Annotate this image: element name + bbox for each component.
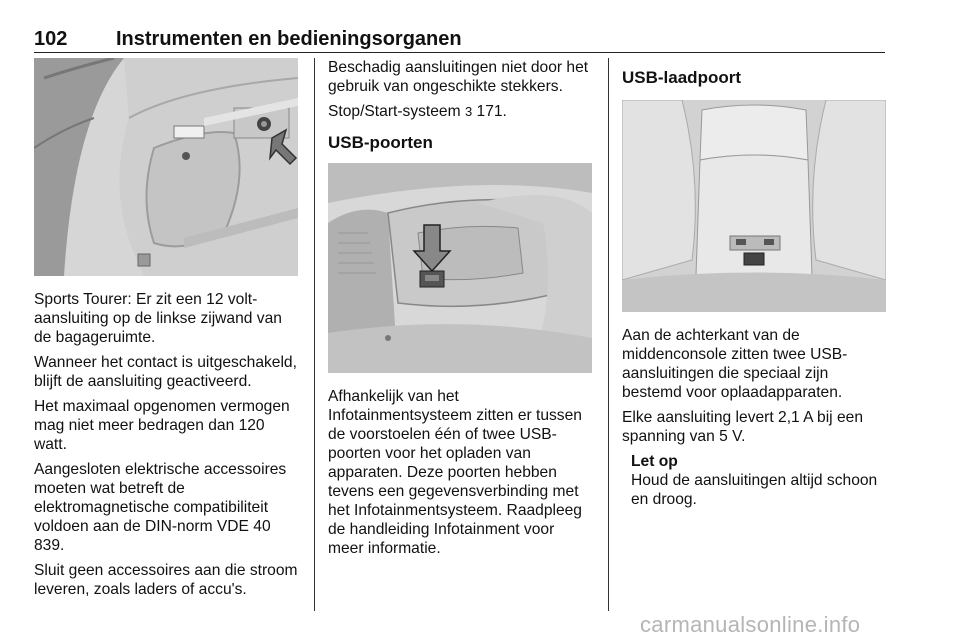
usb-ports-console-illustration — [328, 163, 592, 373]
rear-usb-charging-illustration — [622, 100, 886, 312]
note-box — [631, 452, 888, 509]
paragraph-output: Elke aansluiting levert 2,1 A bij een spanning van 5 V. — [622, 409, 863, 445]
xref-arrow-icon: 3 — [464, 104, 473, 119]
paragraph-usb-ports: Afhankelijk van het Infotainmentsysteem zitten er tussen de voorstoelen één of twee USB-poorten voor het opladen van apparaten. Deze poorten hebben tevens een gegevensverbinding met het Infotainmentsysteem. Raadpleeg de handleiding Infotainment voor meer informatie. — [328, 388, 582, 557]
watermark: carmanualsonline.info — [640, 612, 861, 637]
note-title: Let op — [631, 453, 678, 470]
cross-reference — [328, 102, 594, 121]
paragraph-no-chargers: Sluit geen accessoires aan die stroom leveren, zoals laders of accu's. — [34, 562, 298, 598]
page-number: 102 — [34, 28, 68, 50]
column-divider-left — [314, 58, 315, 611]
column-right — [622, 58, 888, 509]
paragraph-damage-warning: Beschadig aansluitingen niet door het gebruik van ongeschikte stekkers. — [328, 59, 589, 95]
xref-page: 171. — [476, 103, 507, 120]
paragraph-emc: Aangesloten elektrische accessoires moeten wat betreft de elektromagnetische compatibiliteit voldoen aan de DIN-norm VDE 40 839. — [34, 461, 287, 554]
paragraph-max-power: Het maximaal opgenomen vermogen mag niet meer bedragen dan 120 watt. — [34, 398, 290, 453]
paragraph-ignition-off: Wanneer het contact is uitgeschakeld, blijft de aansluiting geactiveerd. — [34, 354, 297, 390]
column-left — [34, 58, 300, 605]
column-middle — [328, 58, 594, 564]
note-text: Houd de aansluitingen altijd schoon en droog. — [631, 472, 878, 508]
paragraph-rear-usb: Aan de achterkant van de middenconsole zitten twee USB-aansluitingen die speciaal zijn bestemd voor oplaadapparaten. — [622, 327, 848, 401]
page-header — [34, 28, 885, 53]
page-title: Instrumenten en bedieningsorganen — [116, 28, 462, 50]
column-divider-right — [608, 58, 609, 611]
heading-usb-laadpoort: USB-laadpoort — [622, 68, 741, 87]
paragraph-sports-tourer: Sports Tourer: Er zit een 12 volt-aansluiting op de linkse zijwand van de bagageruimte. — [34, 291, 282, 346]
xref-text: Stop/Start-systeem — [328, 103, 461, 120]
heading-usb-poorten: USB-poorten — [328, 133, 433, 152]
trunk-power-outlet-illustration — [34, 58, 298, 276]
